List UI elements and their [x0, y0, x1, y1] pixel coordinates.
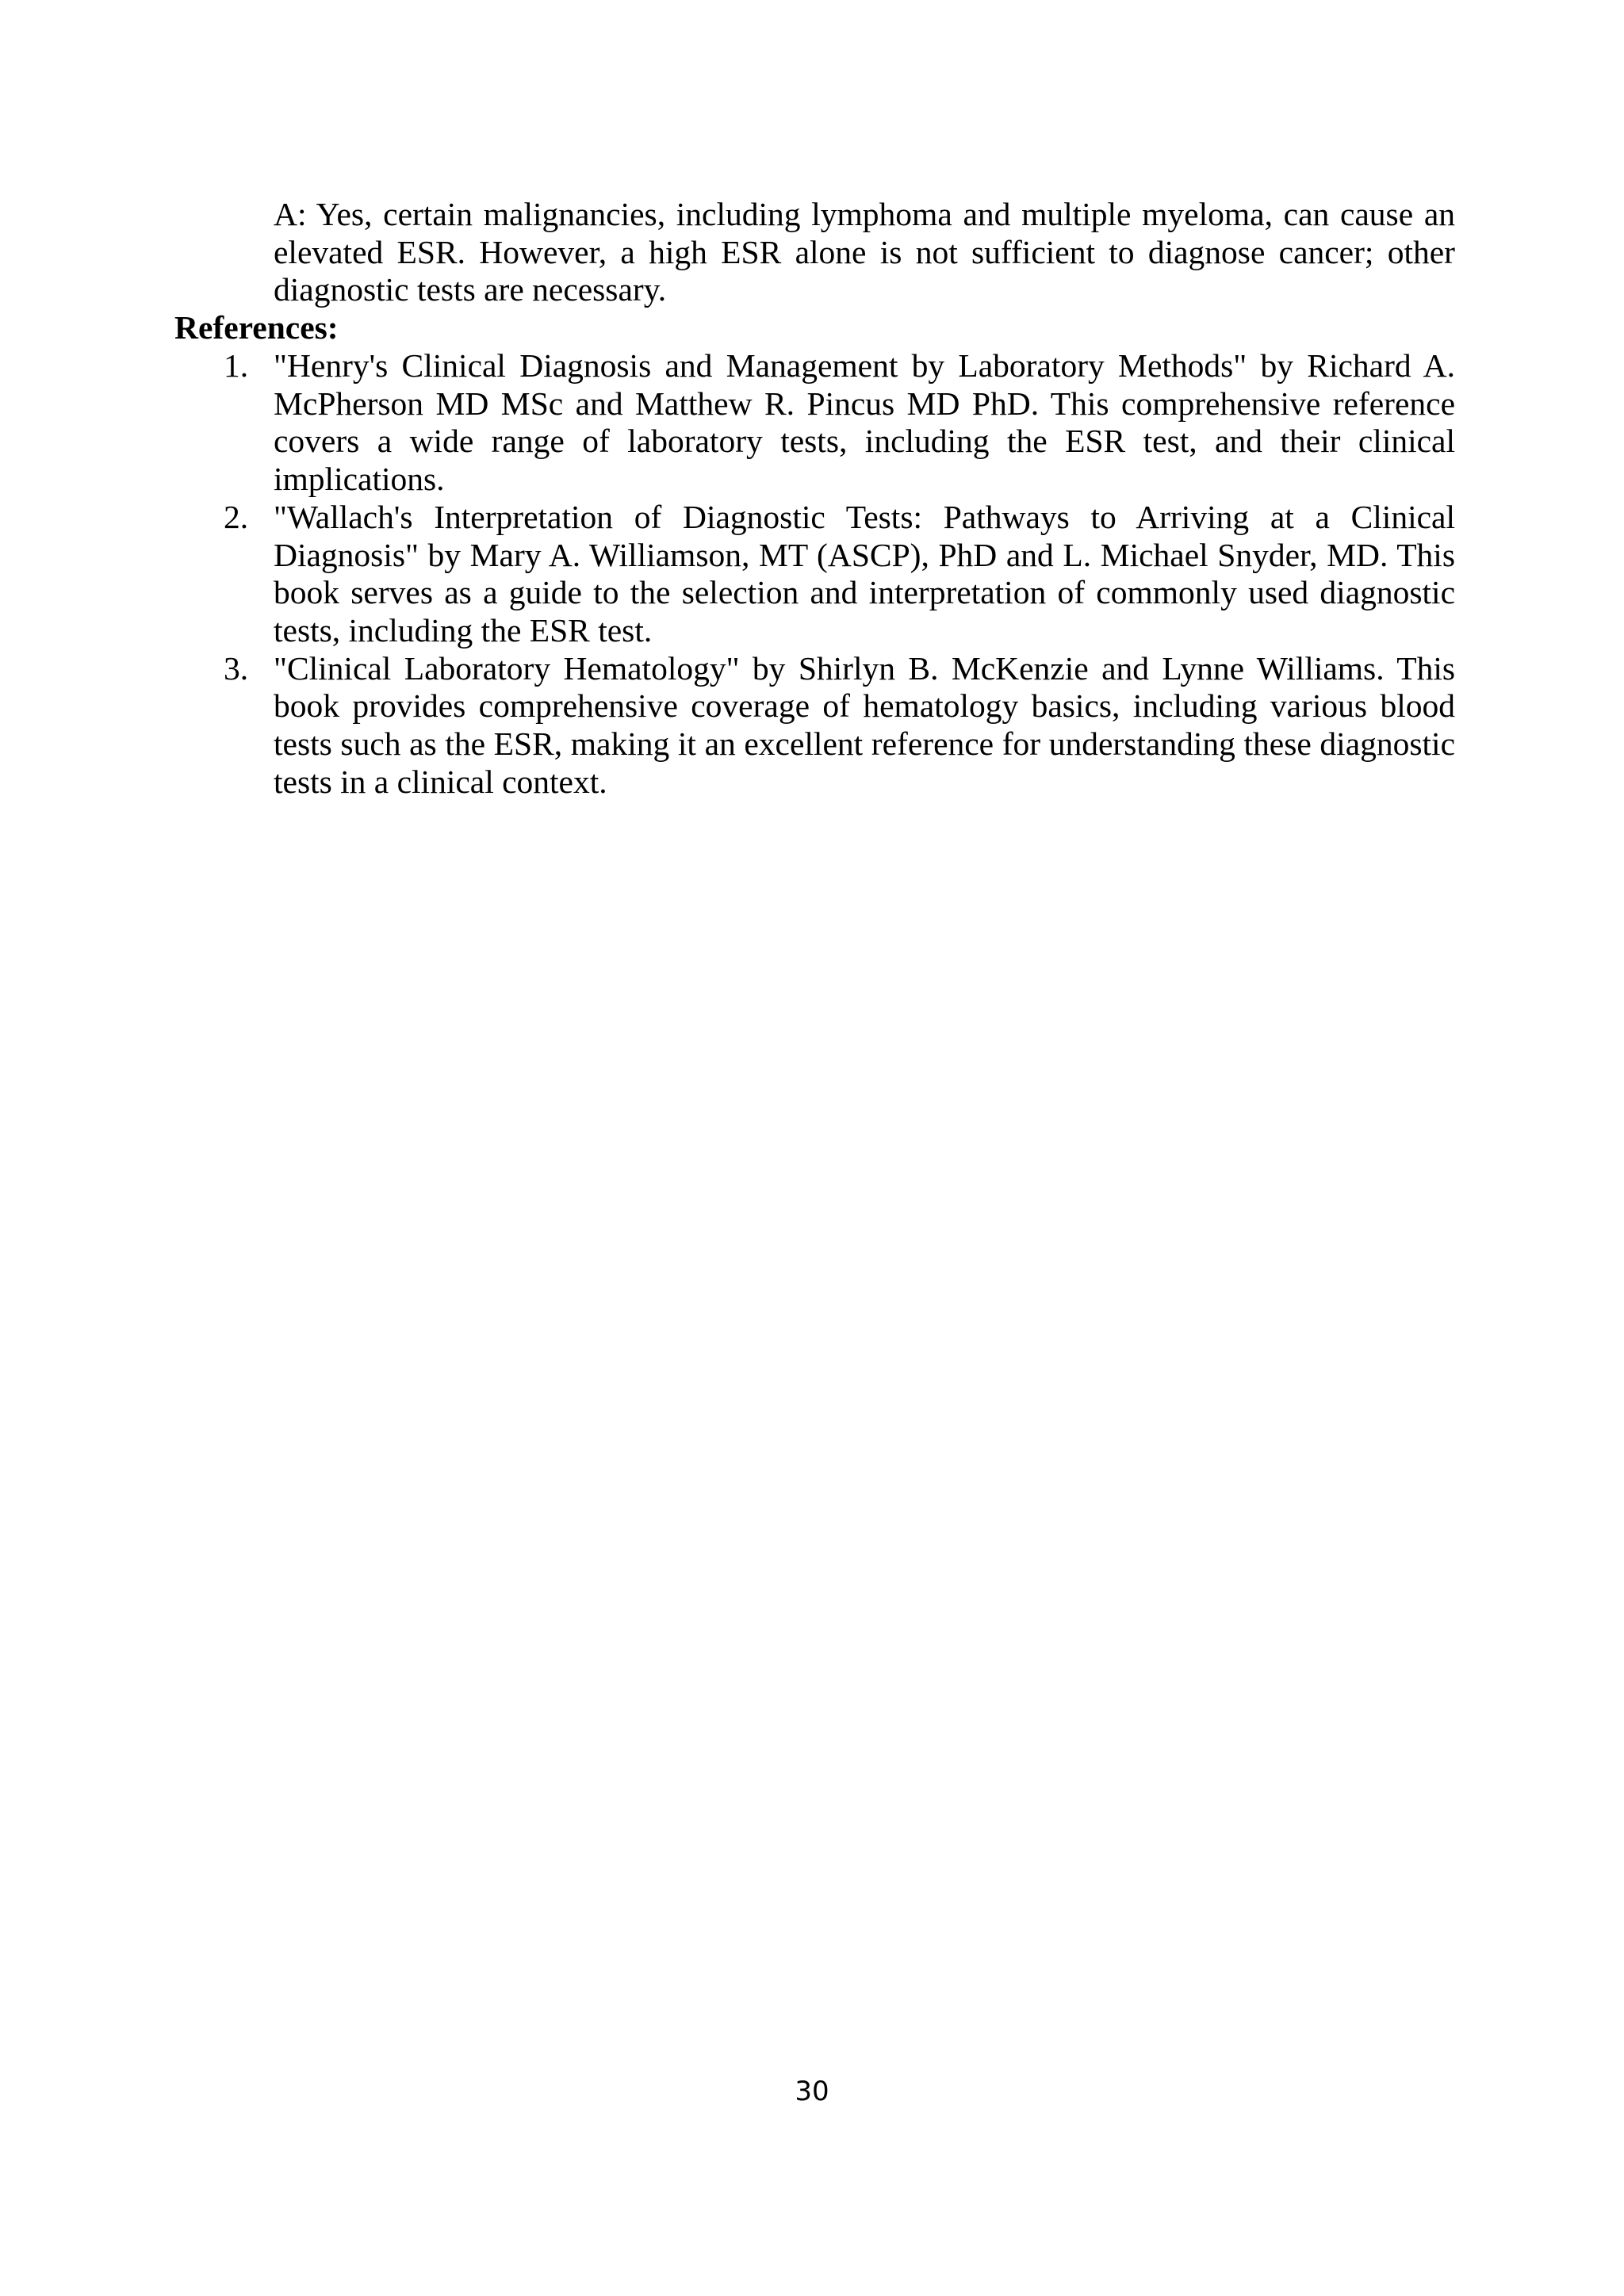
reference-text: "Clinical Laboratory Hematology" by Shirlyn B. McKenzie and Lynne Williams. This book provides comprehensive coverage of hematology basics, including various blood tests such as the ESR, making it an excellent reference for understanding these diagnostic tests in a clinical context. — [274, 649, 1455, 800]
reference-number: 1. — [224, 347, 249, 384]
reference-text: "Henry's Clinical Diagnosis and Management by Laboratory Methods" by Richard A. McPherson MD MSc and Matthew R. Pincus MD PhD. This comprehensive reference covers a wide range of laboratory tests, including the ESR test, and their clinical implications. — [274, 347, 1455, 498]
page-number: 30 — [795, 2076, 829, 2107]
reference-text: "Wallach's Interpretation of Diagnostic Tests: Pathways to Arriving at a Clinical Diagnosis" by Mary A. Williamson, MT (ASCP), PhD and L. Michael Snyder, MD. This book serves as a guide to the selection and interpretation of commonly used diagnostic tests, including the ESR test. — [274, 498, 1455, 649]
reference-number: 3. — [224, 649, 249, 687]
answer-paragraph: A: Yes, certain malignancies, including lymphoma and multiple myeloma, can cause an elevated ESR. However, a high ESR alone is not sufficient to diagnose cancer; other diagnostic tests are necessary. — [274, 196, 1455, 308]
reference-number: 2. — [224, 498, 249, 535]
reference-item-3 — [224, 649, 1455, 802]
references-list — [224, 347, 1455, 801]
reference-item-1 — [224, 347, 1455, 499]
reference-item-2 — [224, 498, 1455, 650]
references-heading: References: — [174, 309, 339, 346]
